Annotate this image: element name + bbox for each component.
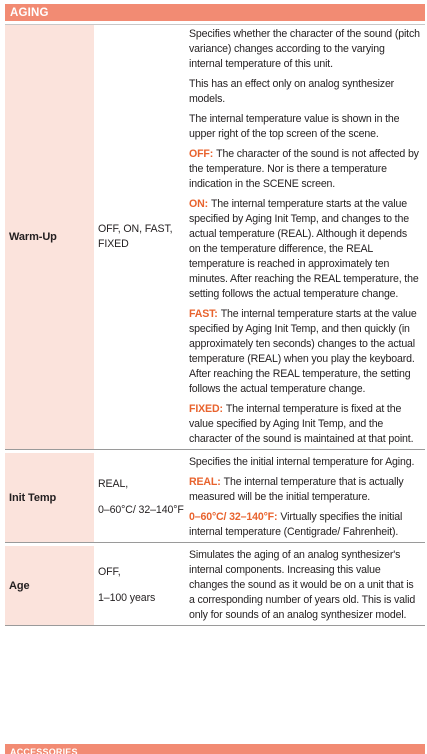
parameter-description (184, 453, 420, 542)
description-text: The internal temperature is fixed at the value specified by Aging Init Temp, and the character of the sound is maintained at that point. (189, 403, 414, 445)
table-row (5, 453, 425, 543)
description-paragraph (189, 112, 420, 142)
description-paragraph (189, 27, 420, 72)
option-keyword: ON: (189, 198, 208, 210)
description-paragraph (189, 475, 420, 505)
parameter-name: Init Temp (5, 453, 94, 542)
parameter-values (94, 453, 184, 542)
value-text: OFF, (98, 566, 121, 578)
section-header: AGING (5, 4, 425, 21)
option-keyword: 0–60°C/ 32–140°F: (189, 511, 278, 523)
value-text: OFF, ON, FAST, FIXED (98, 223, 173, 250)
description-text: The internal temperature value is shown in the upper right of the top screen of the scene. (189, 113, 400, 140)
value-text: 1–100 years (98, 592, 156, 604)
parameter-table (5, 4, 425, 626)
option-keyword: REAL: (189, 476, 221, 488)
description-text: Virtually specifies the initial internal temperature (Centigrade/ Fahrenheit). (189, 511, 403, 538)
parameter-values (94, 546, 184, 625)
description-paragraph (189, 402, 420, 447)
description-text: The character of the sound is not affected by the temperature. Nor is there a temperature indication in the SCENE screen. (189, 148, 419, 190)
parameter-values (94, 25, 184, 449)
description-paragraph (189, 510, 420, 540)
value-text: REAL, (98, 478, 129, 490)
parameter-name: Age (5, 546, 94, 625)
description-text: The internal temperature starts at the value specified by Aging Init Temp, and then quickly (in approximately ten seconds) changes to the actual temperature (REAL) when you play the keyboard. After reaching the REAL temperature, the setting follows the actual temperature change. (189, 308, 417, 395)
table-row (5, 546, 425, 626)
description-text: Simulates the aging of an analog synthesizer's internal components. Increasing this value changes the sound as it would be on a unit that is a corresponding number of years old. This is valid only for sounds of an analog synthesizer model. (189, 549, 416, 621)
parameter-description (184, 25, 420, 449)
description-text: The internal temperature starts at the value specified by Aging Init Temp, and changes to the actual temperature (REAL). Although it depends on the temperature difference, the REAL temperature is reached in approximately ten minutes. After reaching the REAL temperature, the setting follows the actual temperature change. (189, 198, 419, 300)
table-body (5, 25, 425, 626)
description-paragraph (189, 307, 420, 397)
table-row (5, 25, 425, 450)
description-text: The internal temperature that is actually measured will be the initial temperature. (189, 476, 404, 503)
value-text: 0–60°C/ 32–140°F (98, 504, 184, 516)
description-text: This has an effect only on analog synthesizer models. (189, 78, 395, 105)
description-paragraph (189, 548, 420, 623)
description-paragraph (189, 197, 420, 302)
option-keyword: FAST: (189, 308, 218, 320)
description-paragraph (189, 147, 420, 192)
description-paragraph (189, 455, 420, 470)
parameter-name: Warm-Up (5, 25, 94, 449)
next-section-header: ACCESSORIES (5, 744, 425, 754)
description-text: Specifies whether the character of the sound (pitch variance) changes according to the varying internal temperature of this unit. (189, 28, 420, 70)
description-text: Specifies the initial internal temperature for Aging. (189, 456, 415, 468)
option-keyword: FIXED: (189, 403, 223, 415)
parameter-description (184, 546, 420, 625)
option-keyword: OFF: (189, 148, 214, 160)
description-paragraph (189, 77, 420, 107)
